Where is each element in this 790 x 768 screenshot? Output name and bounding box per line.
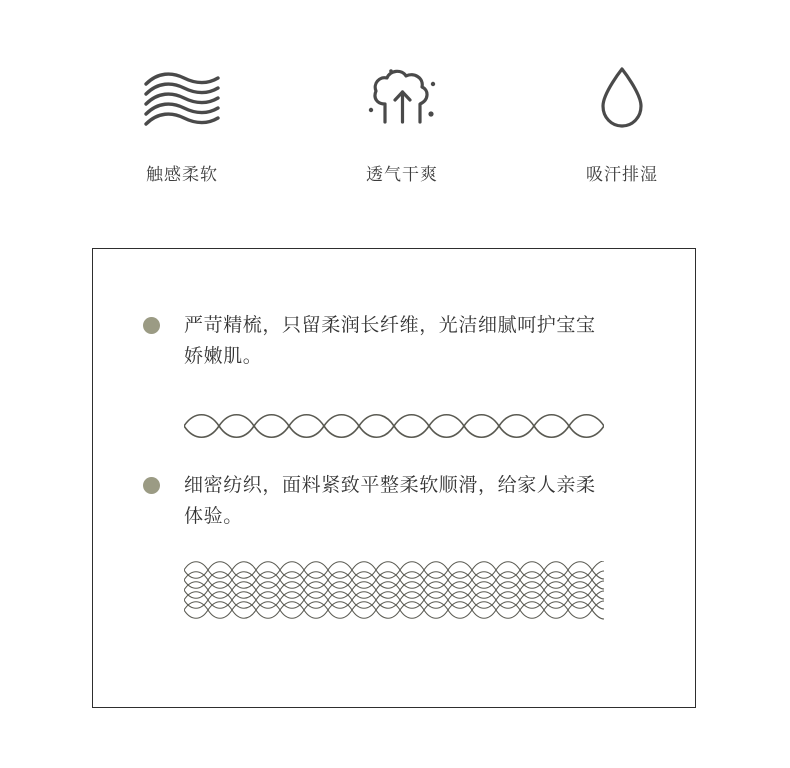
feature-highlights xyxy=(92,60,712,185)
bullet-text: 严苛精梳，只留柔润长纤维，光洁细腻呵护宝宝娇嫩肌。 xyxy=(184,315,596,367)
bullet-dot-icon xyxy=(143,477,160,494)
feature-item-breathable xyxy=(312,60,492,185)
breathable-tree-icon xyxy=(357,60,447,136)
woven-mesh-pattern xyxy=(93,561,695,623)
bullet-dot-icon xyxy=(143,317,160,334)
wave-lines-icon xyxy=(140,60,224,136)
braided-rope-pattern xyxy=(93,409,695,443)
feature-label: 触感柔软 xyxy=(146,165,218,184)
bullet-text: 细密纺织，面料紧致平整柔软顺滑，给家人亲柔体验。 xyxy=(184,475,596,527)
feature-item-moisture-wicking xyxy=(532,60,712,185)
bullet-item-weaving xyxy=(143,471,614,533)
fabric-detail-panel xyxy=(92,248,696,708)
bullet-item-combing xyxy=(143,311,614,373)
feature-label: 透气干爽 xyxy=(366,165,438,184)
feature-label: 吸汗排湿 xyxy=(586,165,658,184)
water-drop-icon xyxy=(595,60,649,136)
feature-item-soft-touch xyxy=(92,60,272,185)
